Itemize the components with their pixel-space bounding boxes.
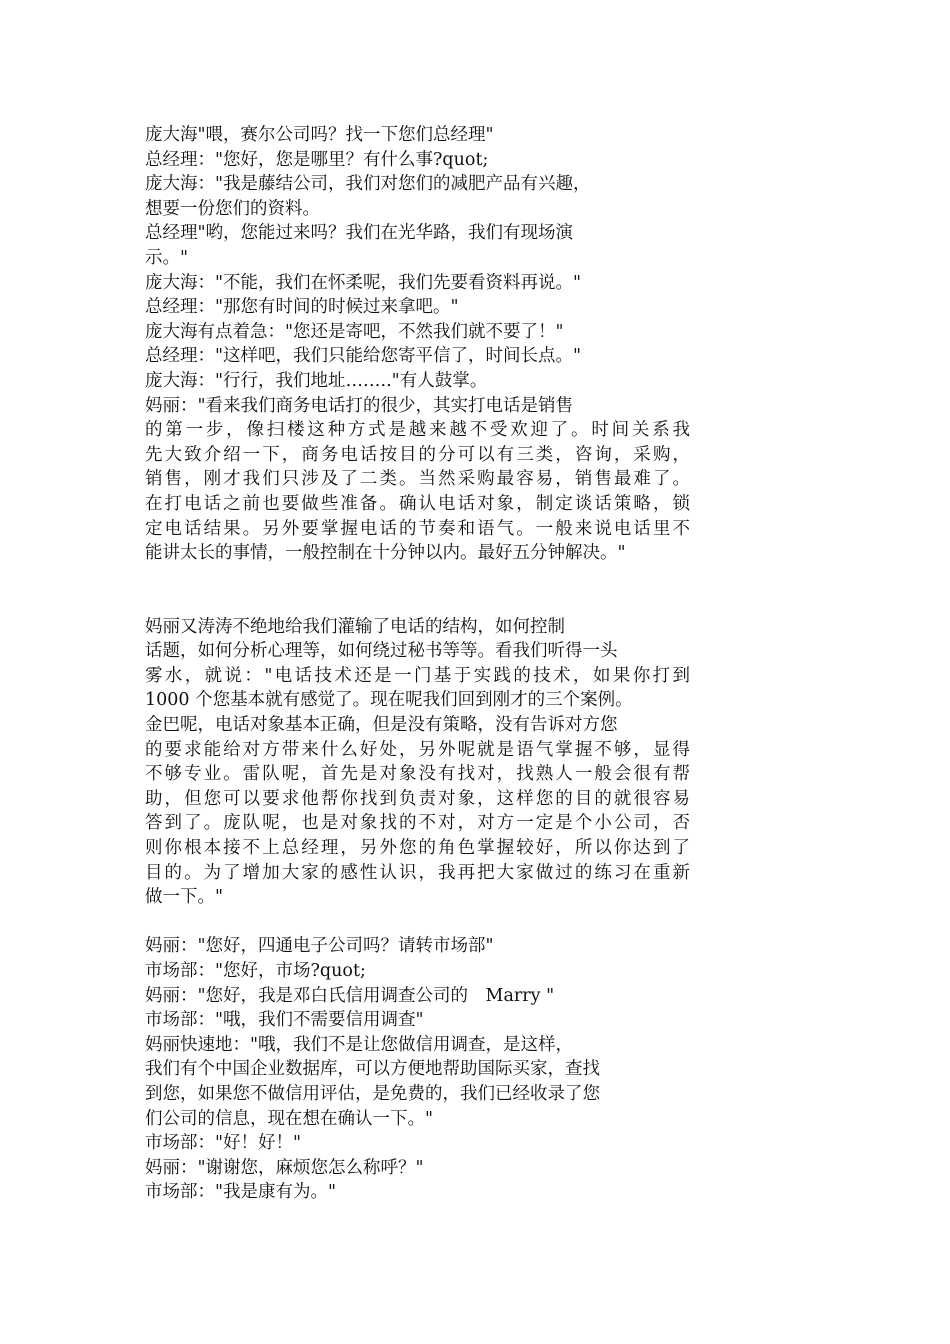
text-line: 先大致介绍一下，商务电话按目的分可以有三类，咨询，采购，	[145, 444, 690, 465]
text-line: 市场部："我是康有为。"	[145, 1182, 337, 1203]
text-line: 庞大海："我是藤结公司，我们对您们的减肥产品有兴趣，	[145, 174, 591, 195]
text-line: 的要求能给对方带来什么好处，另外呢就是语气掌握不够，显得	[145, 739, 690, 760]
text-line: 妈丽快速地："哦，我们不是让您做信用调查，是这样，	[145, 1034, 574, 1055]
text-line: 做一下。"	[145, 887, 224, 908]
text-line: 目的。为了增加大家的感性认识，我再把大家做过的练习在重新	[145, 862, 690, 883]
text-line: 不够专业。雷队呢，首先是对象没有找对，找熟人一般会很有帮	[145, 764, 690, 785]
text-line: 想要一份您们的资料。	[145, 198, 320, 219]
text-line: 庞大海："不能，我们在怀柔呢，我们先要看资料再说。"	[145, 272, 582, 293]
paragraph-spacer	[145, 566, 690, 615]
text-line: 话题，如何分析心理等，如何绕过秘书等等。看我们听得一头	[145, 641, 618, 662]
paragraph-spacer	[145, 910, 690, 935]
text-line: 的第一步，像扫楼这种方式是越来越不受欢迎了。时间关系我	[145, 420, 690, 441]
paragraph-2	[145, 615, 690, 910]
text-line: 示。"	[145, 247, 189, 268]
text-line: 定电话结果。另外要掌握电话的节奏和语气。一般来说电话里不	[145, 518, 690, 539]
text-line: 市场部："好！好！"	[145, 1133, 302, 1154]
text-line: 妈丽又涛涛不绝地给我们灌输了电话的结构，如何控制	[145, 616, 565, 637]
text-line: 妈丽："看来我们商务电话打的很少，其实打电话是销售	[145, 395, 574, 416]
text-line: 庞大海有点着急："您还是寄吧，不然我们就不要了！"	[145, 321, 564, 342]
text-line: 妈丽："您好，我是邓白氏信用调查公司的 Marry "	[145, 985, 555, 1006]
text-line: 助，但您可以要求他帮你找到负责对象，这样您的目的就很容易	[145, 788, 690, 809]
text-line: 我们有个中国企业数据库，可以方便地帮助国际买家，查找	[145, 1059, 600, 1080]
text-line: 市场部："哦，我们不需要信用调查"	[145, 1010, 424, 1031]
paragraph-1	[145, 123, 690, 566]
paragraph-3	[145, 934, 690, 1205]
text-line: 庞大海"喂，赛尔公司吗？找一下您们总经理"	[145, 125, 494, 145]
text-line: 答到了。庞队呢，也是对象找的不对，对方一定是个小公司，否	[145, 813, 690, 834]
text-line: 则你根本接不上总经理，另外您的角色掌握较好，所以你达到了	[145, 838, 690, 859]
document-body	[145, 123, 690, 1205]
text-line: 金巴呢，电话对象基本正确，但是没有策略，没有告诉对方您	[145, 715, 618, 736]
text-line: 妈丽："谢谢您，麻烦您怎么称呼？"	[145, 1157, 424, 1178]
text-line: 销售，刚才我们只涉及了二类。当然采购最容易，销售最难了。	[145, 469, 690, 490]
text-line: 市场部："您好，市场?quot;	[145, 961, 366, 981]
text-line: 妈丽："您好，四通电子公司吗？请转市场部"	[145, 936, 494, 957]
text-line: 1000 个您基本就有感觉了。现在呢我们回到刚才的三个案例。	[145, 690, 633, 711]
text-line: 们公司的信息，现在想在确认一下。"	[145, 1108, 434, 1129]
text-line: 到您，如果您不做信用评估，是免费的，我们已经收录了您	[145, 1083, 600, 1104]
text-line: 在打电话之前也要做些准备。确认电话对象，制定谈话策略，锁	[145, 493, 690, 514]
text-line: 雾水，就说："电话技术还是一门基于实践的技术，如果你打到	[145, 665, 690, 686]
text-line: 总经理："这样吧，我们只能给您寄平信了，时间长点。"	[145, 346, 582, 367]
text-line: 能讲太长的事情，一般控制在十分钟以内。最好五分钟解决。"	[145, 543, 626, 564]
text-line: 总经理："您好，您是哪里？有什么事?quot;	[145, 149, 489, 170]
text-line: 庞大海："行行，我们地址…….."有人鼓掌。	[145, 370, 488, 391]
text-line: 总经理"哟，您能过来吗？我们在光华路，我们有现场演	[145, 223, 574, 244]
text-line: 总经理："那您有时间的时候过来拿吧。"	[145, 297, 459, 318]
